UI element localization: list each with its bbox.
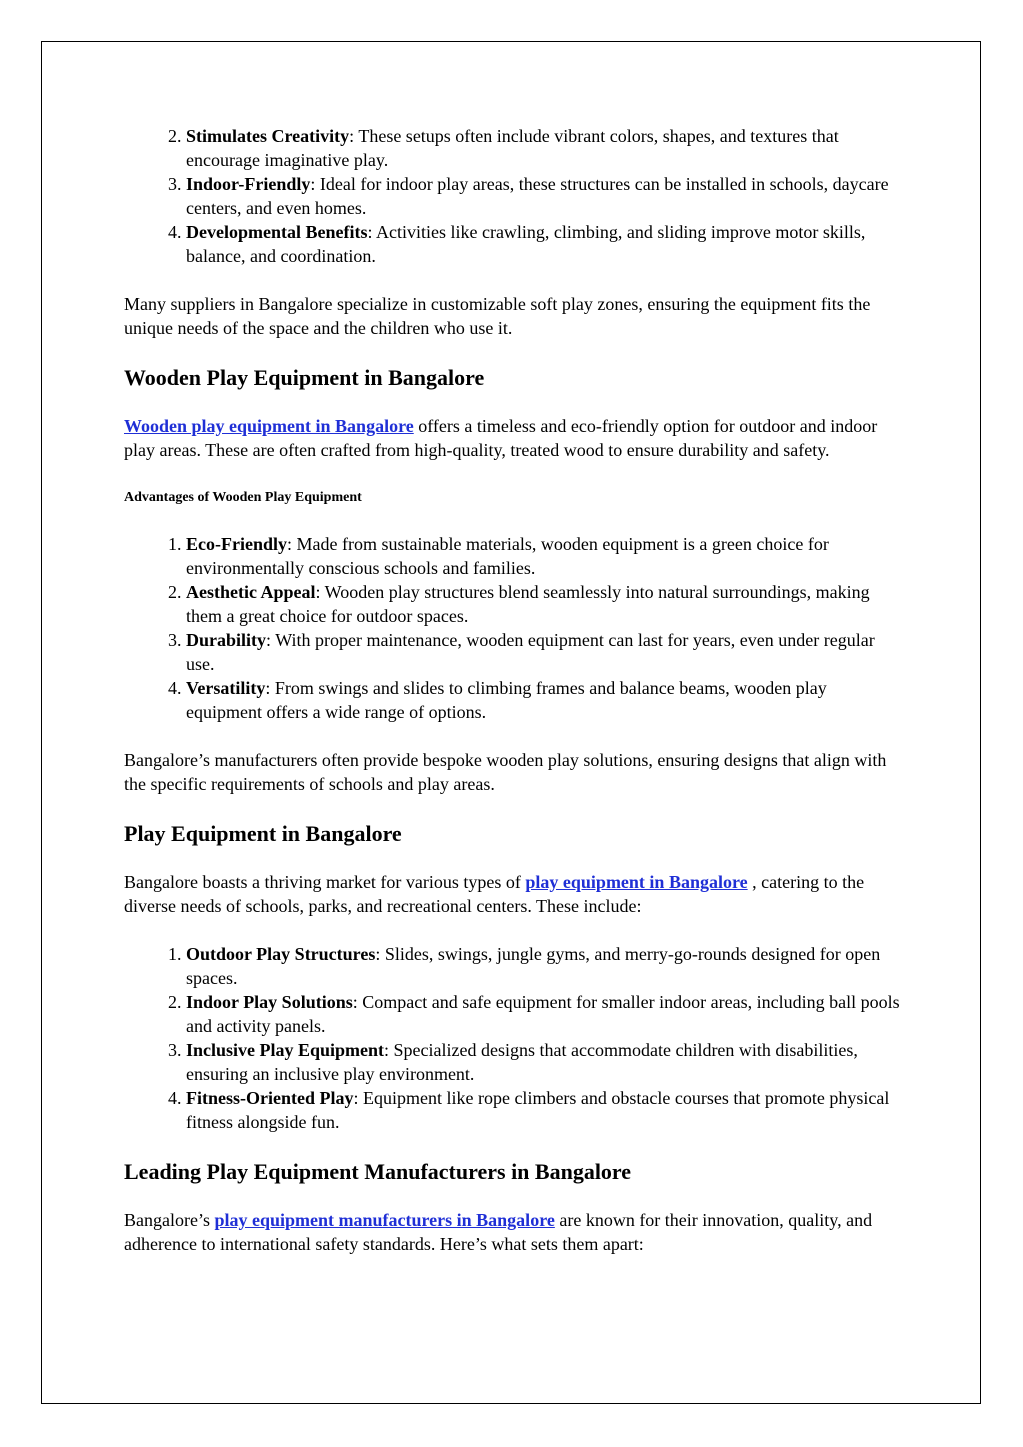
wooden-advantages-list: [124, 532, 902, 724]
list-item-term: Durability: [186, 630, 267, 650]
list-item-text: : Wooden play structures blend seamlessly into natural surroundings, making them a great choice for outdoor spaces.: [186, 582, 870, 626]
play-intro-paragraph: [124, 870, 902, 918]
list-item-term: Inclusive Play Equipment: [186, 1040, 385, 1060]
heading-leading-manufacturers: Leading Play Equipment Manufacturers in Bangalore: [124, 1159, 632, 1184]
list-item: [186, 220, 902, 268]
manufacturers-intro-text-after: are known for their innovation, quality, and adherence to international safety standards. Here’s what sets them apart:: [124, 1210, 873, 1254]
list-item-text: : Equipment like rope climbers and obstacle courses that promote physical fitness alongside fun.: [186, 1088, 890, 1132]
list-item: [186, 942, 902, 990]
list-item-term: Versatility: [186, 678, 266, 698]
heading-play-equipment: Play Equipment in Bangalore: [124, 821, 402, 846]
list-item: [186, 124, 902, 172]
manufacturers-intro-paragraph: [124, 1208, 902, 1256]
list-item-term: Aesthetic Appeal: [186, 582, 316, 602]
list-item: [186, 990, 902, 1038]
list-item: [186, 1086, 902, 1134]
play-intro-text-before: Bangalore boasts a thriving market for various types of: [124, 872, 526, 892]
list-item-text: : Made from sustainable materials, wooden equipment is a green choice for environmentally conscious schools and families.: [186, 534, 829, 578]
list-item-term: Stimulates Creativity: [186, 126, 350, 146]
play-equipment-manufacturers-link[interactable]: play equipment manufacturers in Bangalore: [214, 1210, 555, 1230]
list-item: [186, 676, 902, 724]
manufacturers-intro-text-before: Bangalore’s: [124, 1210, 215, 1230]
list-item-text: : Specialized designs that accommodate children with disabilities, ensuring an inclusive play environment.: [186, 1040, 858, 1084]
list-item: [186, 1038, 902, 1086]
play-equipment-link[interactable]: play equipment in Bangalore: [525, 872, 748, 892]
list-item-text: : With proper maintenance, wooden equipment can last for years, even under regular use.: [186, 630, 875, 674]
play-intro-text-after: , catering to the diverse needs of schools, parks, and recreational centers. These include:: [124, 872, 865, 916]
list-item-term: Eco-Friendly: [186, 534, 287, 554]
list-item-term: Indoor-Friendly: [186, 174, 311, 194]
list-item-term: Indoor Play Solutions: [186, 992, 353, 1012]
list-item: [186, 628, 902, 676]
list-item: [186, 580, 902, 628]
soft-play-closing-paragraph: Many suppliers in Bangalore specialize in customizable soft play zones, ensuring the equipment fits the unique needs of the space and the children who use it.: [124, 294, 871, 338]
wooden-intro-text: offers a timeless and eco-friendly option for outdoor and indoor play areas. These are often crafted from high-quality, treated wood to ensure durability and safety.: [124, 416, 878, 460]
list-item-text: : Compact and safe equipment for smaller indoor areas, including ball pools and activity panels.: [186, 992, 900, 1036]
list-item: [186, 172, 902, 220]
play-equipment-types-list: [124, 942, 902, 1134]
wooden-intro-paragraph: [124, 414, 902, 462]
wooden-closing-paragraph: Bangalore’s manufacturers often provide bespoke wooden play solutions, ensuring designs that align with the specific requirements of schools and play areas.: [124, 750, 887, 794]
document-content: [124, 124, 902, 1256]
heading-advantages-wooden: Advantages of Wooden Play Equipment: [124, 490, 362, 505]
heading-wooden-play-equipment: Wooden Play Equipment in Bangalore: [124, 365, 485, 390]
list-item-text: : Activities like crawling, climbing, and sliding improve motor skills, balance, and coordination.: [186, 222, 866, 266]
list-item-text: : From swings and slides to climbing frames and balance beams, wooden play equipment offers a wide range of options.: [186, 678, 827, 722]
list-item-term: Developmental Benefits: [186, 222, 368, 242]
list-item-term: Outdoor Play Structures: [186, 944, 376, 964]
soft-play-benefits-list: [124, 124, 902, 268]
list-item-text: : Ideal for indoor play areas, these structures can be installed in schools, daycare centers, and even homes.: [186, 174, 889, 218]
list-item-term: Fitness-Oriented Play: [186, 1088, 354, 1108]
list-item: [186, 532, 902, 580]
list-item-text: : Slides, swings, jungle gyms, and merry-go-rounds designed for open spaces.: [186, 944, 881, 988]
wooden-play-equipment-link[interactable]: Wooden play equipment in Bangalore: [124, 416, 414, 436]
list-item-text: : These setups often include vibrant colors, shapes, and textures that encourage imaginative play.: [186, 126, 839, 170]
